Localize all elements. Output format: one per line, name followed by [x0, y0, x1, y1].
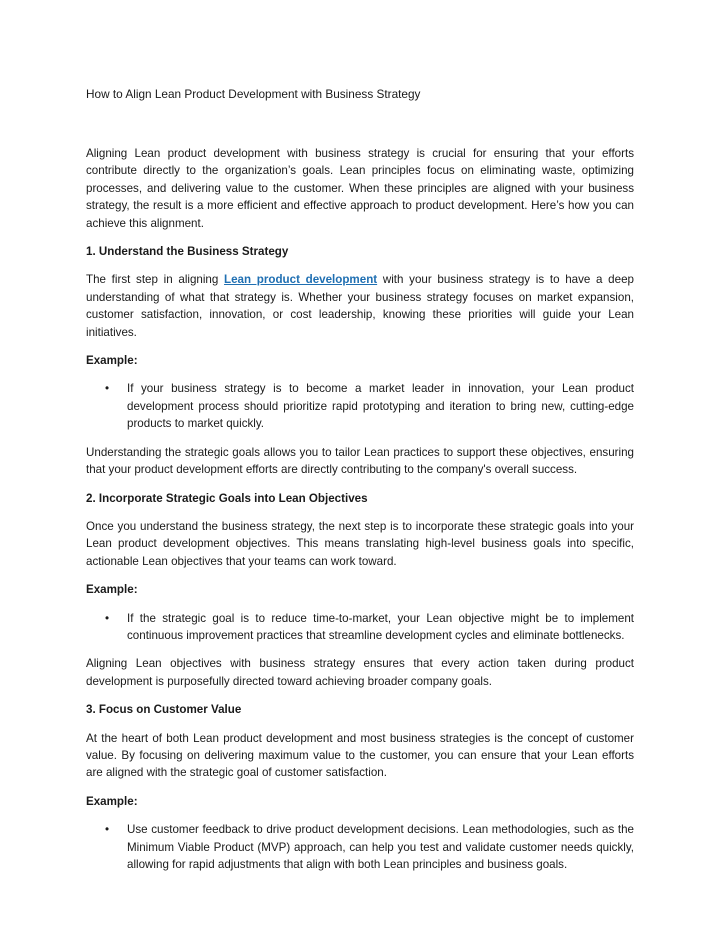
section-2-example-item: • If the strategic goal is to reduce time-to-market, your Lean objective might be to implement continuous improvement practices that streamline development cycles and eliminate bottlenecks. [127, 610, 634, 645]
section-1-example-list [86, 380, 634, 432]
section-1-heading: 1. Understand the Business Strategy [86, 245, 289, 259]
section-3-example-item: • Use customer feedback to drive product development decisions. Lean methodologies, such as the Minimum Viable Product (MVP) approach, can help you test and validate customer needs quickly, allowing for rapid adjustments that align with both Lean principles and business goals. [127, 821, 634, 873]
section-3-paragraph: At the heart of both Lean product development and most business strategies is the concept of customer value. By focusing on delivering maximum value to the customer, you can ensure that your Lean efforts are aligned with the strategic goal of customer satisfaction. [86, 731, 634, 780]
section-1-closing: Understanding the strategic goals allows you to tailor Lean practices to support these objectives, ensuring that your product development efforts are directly contributing to the company's overall success. [86, 445, 634, 477]
section-3-example-label: Example: [86, 794, 138, 808]
section-1-example-label: Example: [86, 354, 138, 368]
section-3-heading: 3. Focus on Customer Value [86, 703, 242, 717]
section-2-example-label: Example: [86, 583, 138, 597]
section-2-closing: Aligning Lean objectives with business strategy ensures that every action taken during product development is purposefully directed toward achieving broader company goals. [86, 657, 634, 688]
section-1-paragraph [86, 271, 634, 341]
document-title: How to Align Lean Product Development with Business Strategy [86, 87, 421, 101]
section-1-example-item: • If your business strategy is to become a market leader in innovation, your Lean product development process should prioritize rapid prototyping and iteration to bring new, cutting-edge products to market quickly. [127, 380, 634, 432]
lean-product-development-link[interactable]: Lean product development [224, 273, 378, 287]
section-1-text-before-link: The first step in aligning [86, 273, 225, 287]
section-2-heading: 2. Incorporate Strategic Goals into Lean Objectives [86, 491, 368, 505]
section-2-example-list [86, 610, 634, 645]
section-2-paragraph: Once you understand the business strategy, the next step is to incorporate these strategic goals into your Lean product development objectives. This means translating high-level business goals into specific, actionable Lean objectives that your teams can work toward. [86, 519, 634, 568]
section-1-text-after-link: with your business strategy is to have a deep understanding of what that strategy is. Whether your business strategy focuses on market expansion, customer satisfaction, innovation, or cost leadership, knowing these priorities will guide your Lean initiatives. [86, 273, 634, 339]
intro-paragraph: Aligning Lean product development with business strategy is crucial for ensuring that your efforts contribute directly to the organization’s goals. Lean principles focus on eliminating waste, optimizing processes, and delivering value to the customer. When these principles are aligned with your business strategy, the result is a more efficient and effective approach to product development. Here’s how you can achieve this alignment. [86, 147, 634, 230]
section-3-example-list [86, 821, 634, 873]
